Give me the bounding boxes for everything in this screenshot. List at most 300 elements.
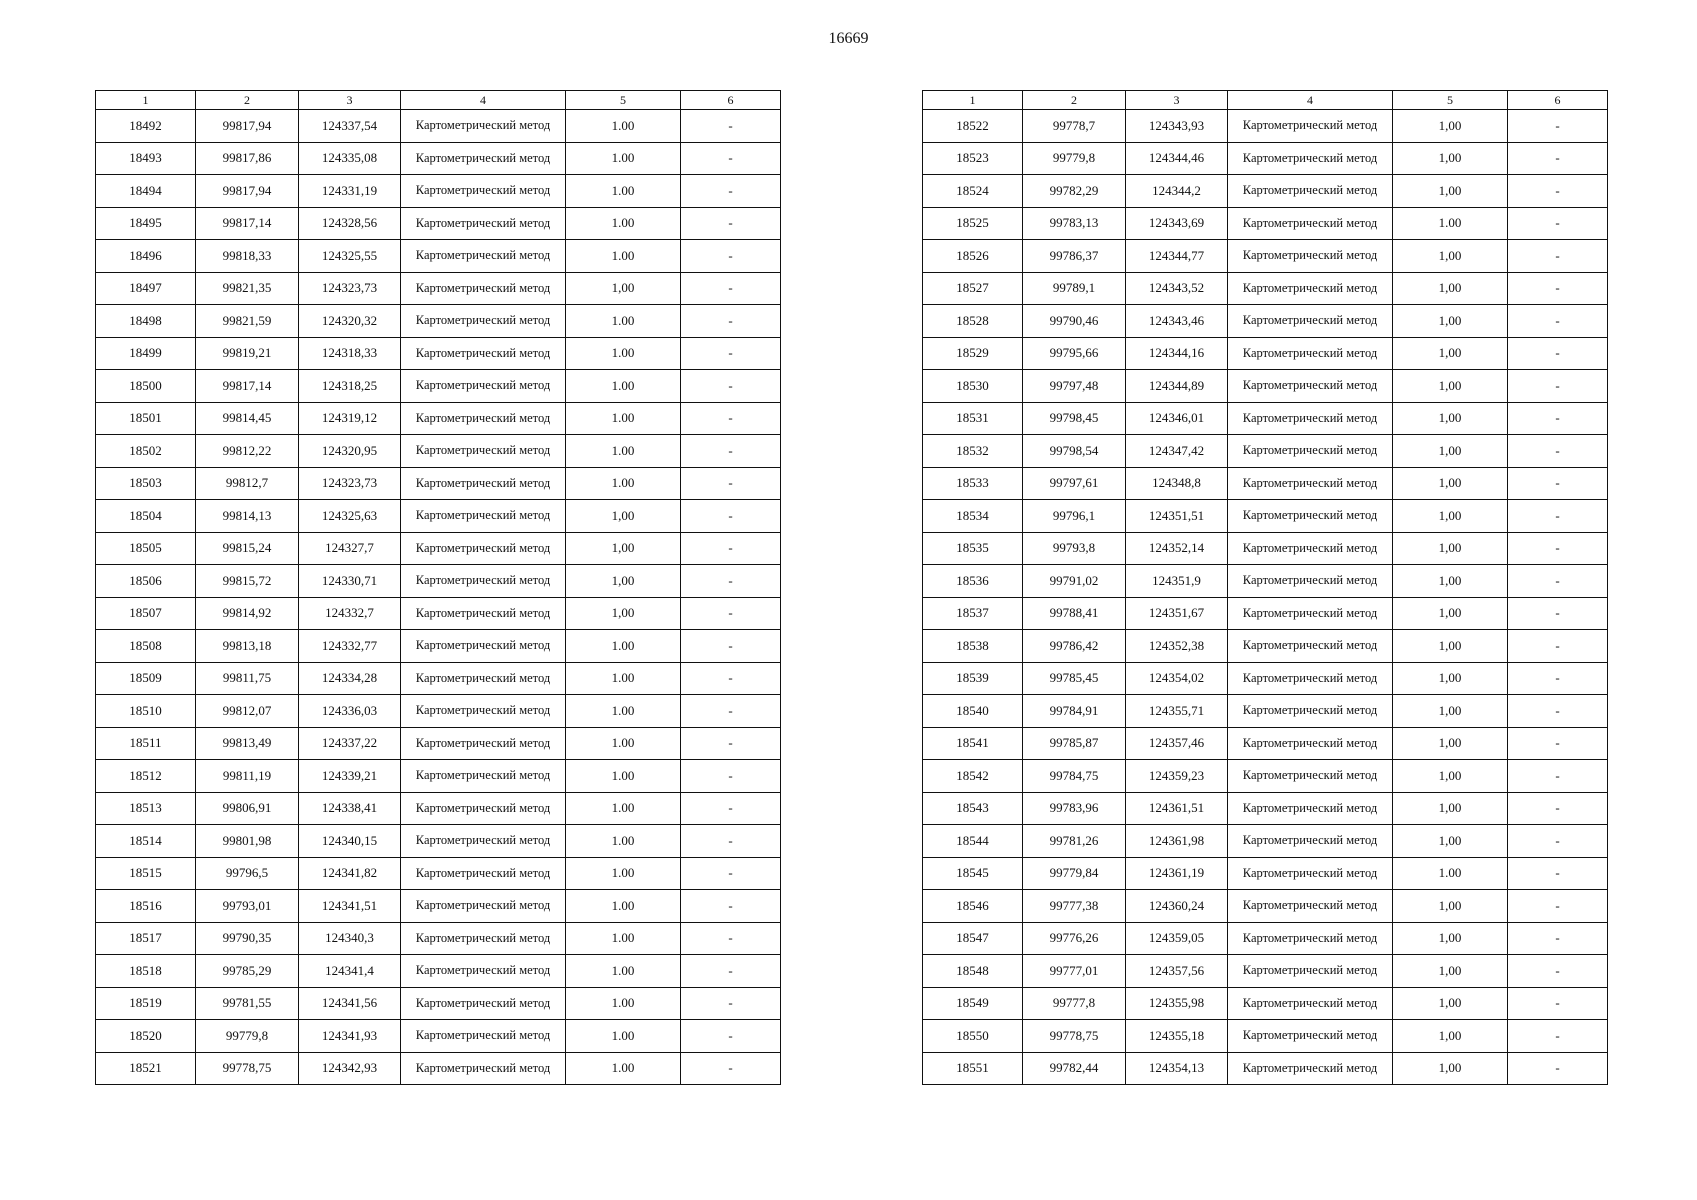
note-cell: - <box>1508 142 1608 175</box>
table-row <box>923 175 1608 208</box>
method-cell: Картометрический метод <box>1228 402 1393 435</box>
y-coordinate-cell: 124327,7 <box>299 532 401 565</box>
y-coordinate-cell: 124357,46 <box>1126 727 1228 760</box>
x-coordinate-cell: 99814,13 <box>196 500 299 533</box>
table-row <box>923 435 1608 468</box>
y-coordinate-cell: 124355,98 <box>1126 987 1228 1020</box>
y-coordinate-cell: 124351,51 <box>1126 500 1228 533</box>
table-row <box>923 695 1608 728</box>
method-cell: Картометрический метод <box>1228 467 1393 500</box>
y-coordinate-cell: 124354,02 <box>1126 662 1228 695</box>
x-coordinate-cell: 99815,24 <box>196 532 299 565</box>
point-number-cell: 18503 <box>96 467 196 500</box>
table-row <box>923 207 1608 240</box>
note-cell: - <box>681 1052 781 1085</box>
y-coordinate-cell: 124336,03 <box>299 695 401 728</box>
table-row <box>923 662 1608 695</box>
accuracy-cell: 1.00 <box>566 695 681 728</box>
accuracy-cell: 1,00 <box>566 597 681 630</box>
table-row <box>923 142 1608 175</box>
note-cell: - <box>681 142 781 175</box>
x-coordinate-cell: 99793,01 <box>196 890 299 923</box>
table-row <box>96 207 781 240</box>
note-cell: - <box>681 890 781 923</box>
note-cell: - <box>1508 565 1608 598</box>
y-coordinate-cell: 124351,9 <box>1126 565 1228 598</box>
note-cell: - <box>1508 922 1608 955</box>
point-number-cell: 18499 <box>96 337 196 370</box>
x-coordinate-cell: 99782,44 <box>1023 1052 1126 1085</box>
y-coordinate-cell: 124352,38 <box>1126 630 1228 663</box>
table-row <box>923 110 1608 143</box>
table-row <box>923 727 1608 760</box>
note-cell: - <box>681 467 781 500</box>
column-header: 2 <box>1023 91 1126 110</box>
point-number-cell: 18541 <box>923 727 1023 760</box>
point-number-cell: 18498 <box>96 305 196 338</box>
y-coordinate-cell: 124343,93 <box>1126 110 1228 143</box>
coordinates-table-right <box>922 90 1608 1085</box>
method-cell: Картометрический метод <box>401 175 566 208</box>
accuracy-cell: 1,00 <box>1393 272 1508 305</box>
accuracy-cell: 1,00 <box>1393 370 1508 403</box>
note-cell: - <box>681 792 781 825</box>
method-cell: Картометрический метод <box>401 825 566 858</box>
table-row <box>923 597 1608 630</box>
y-coordinate-cell: 124344,77 <box>1126 240 1228 273</box>
point-number-cell: 18494 <box>96 175 196 208</box>
header-row <box>923 91 1608 110</box>
method-cell: Картометрический метод <box>1228 662 1393 695</box>
y-coordinate-cell: 124361,98 <box>1126 825 1228 858</box>
point-number-cell: 18531 <box>923 402 1023 435</box>
page-number: 16669 <box>828 30 869 47</box>
accuracy-cell: 1,00 <box>1393 110 1508 143</box>
column-header: 5 <box>1393 91 1508 110</box>
note-cell: - <box>1508 662 1608 695</box>
note-cell: - <box>681 337 781 370</box>
y-coordinate-cell: 124325,55 <box>299 240 401 273</box>
point-number-cell: 18507 <box>96 597 196 630</box>
table-row <box>923 370 1608 403</box>
table-row <box>923 467 1608 500</box>
x-coordinate-cell: 99790,35 <box>196 922 299 955</box>
accuracy-cell: 1.00 <box>566 337 681 370</box>
table-row <box>96 987 781 1020</box>
accuracy-cell: 1.00 <box>566 142 681 175</box>
y-coordinate-cell: 124319,12 <box>299 402 401 435</box>
accuracy-cell: 1.00 <box>566 727 681 760</box>
y-coordinate-cell: 124361,19 <box>1126 857 1228 890</box>
point-number-cell: 18506 <box>96 565 196 598</box>
method-cell: Картометрический метод <box>1228 337 1393 370</box>
accuracy-cell: 1.00 <box>566 825 681 858</box>
x-coordinate-cell: 99801,98 <box>196 825 299 858</box>
note-cell: - <box>681 532 781 565</box>
column-header: 4 <box>1228 91 1393 110</box>
note-cell: - <box>1508 825 1608 858</box>
method-cell: Картометрический метод <box>1228 110 1393 143</box>
table-row <box>923 1052 1608 1085</box>
accuracy-cell: 1.00 <box>566 207 681 240</box>
table-row <box>923 337 1608 370</box>
x-coordinate-cell: 99785,29 <box>196 955 299 988</box>
point-number-cell: 18497 <box>96 272 196 305</box>
x-coordinate-cell: 99791,02 <box>1023 565 1126 598</box>
x-coordinate-cell: 99777,01 <box>1023 955 1126 988</box>
point-number-cell: 18495 <box>96 207 196 240</box>
accuracy-cell: 1,00 <box>1393 727 1508 760</box>
accuracy-cell: 1.00 <box>566 890 681 923</box>
accuracy-cell: 1,00 <box>1393 142 1508 175</box>
point-number-cell: 18548 <box>923 955 1023 988</box>
note-cell: - <box>1508 1052 1608 1085</box>
note-cell: - <box>1508 500 1608 533</box>
method-cell: Картометрический метод <box>401 402 566 435</box>
note-cell: - <box>1508 110 1608 143</box>
x-coordinate-cell: 99811,19 <box>196 760 299 793</box>
y-coordinate-cell: 124335,08 <box>299 142 401 175</box>
point-number-cell: 18514 <box>96 825 196 858</box>
note-cell: - <box>1508 792 1608 825</box>
note-cell: - <box>1508 175 1608 208</box>
method-cell: Картометрический метод <box>1228 890 1393 923</box>
x-coordinate-cell: 99813,49 <box>196 727 299 760</box>
x-coordinate-cell: 99812,22 <box>196 435 299 468</box>
y-coordinate-cell: 124337,22 <box>299 727 401 760</box>
note-cell: - <box>681 110 781 143</box>
point-number-cell: 18496 <box>96 240 196 273</box>
note-cell: - <box>1508 597 1608 630</box>
accuracy-cell: 1.00 <box>566 110 681 143</box>
x-coordinate-cell: 99784,75 <box>1023 760 1126 793</box>
x-coordinate-cell: 99811,75 <box>196 662 299 695</box>
note-cell: - <box>681 760 781 793</box>
accuracy-cell: 1,00 <box>1393 532 1508 565</box>
table-row <box>923 955 1608 988</box>
point-number-cell: 18544 <box>923 825 1023 858</box>
table-row <box>923 922 1608 955</box>
y-coordinate-cell: 124328,56 <box>299 207 401 240</box>
method-cell: Картометрический метод <box>401 792 566 825</box>
note-cell: - <box>1508 305 1608 338</box>
x-coordinate-cell: 99779,8 <box>196 1020 299 1053</box>
y-coordinate-cell: 124354,13 <box>1126 1052 1228 1085</box>
accuracy-cell: 1.00 <box>566 857 681 890</box>
point-number-cell: 18509 <box>96 662 196 695</box>
point-number-cell: 18545 <box>923 857 1023 890</box>
method-cell: Картометрический метод <box>1228 792 1393 825</box>
accuracy-cell: 1,00 <box>1393 955 1508 988</box>
point-number-cell: 18532 <box>923 435 1023 468</box>
method-cell: Картометрический метод <box>1228 370 1393 403</box>
accuracy-cell: 1,00 <box>1393 922 1508 955</box>
accuracy-cell: 1,00 <box>1393 825 1508 858</box>
note-cell: - <box>681 662 781 695</box>
method-cell: Картометрический метод <box>401 760 566 793</box>
column-header: 5 <box>566 91 681 110</box>
y-coordinate-cell: 124341,56 <box>299 987 401 1020</box>
x-coordinate-cell: 99798,45 <box>1023 402 1126 435</box>
y-coordinate-cell: 124320,32 <box>299 305 401 338</box>
table-row <box>923 305 1608 338</box>
column-header: 1 <box>923 91 1023 110</box>
x-coordinate-cell: 99797,61 <box>1023 467 1126 500</box>
y-coordinate-cell: 124347,42 <box>1126 435 1228 468</box>
table-row <box>923 792 1608 825</box>
method-cell: Картометрический метод <box>1228 825 1393 858</box>
accuracy-cell: 1,00 <box>1393 890 1508 923</box>
y-coordinate-cell: 124346,01 <box>1126 402 1228 435</box>
x-coordinate-cell: 99817,14 <box>196 207 299 240</box>
note-cell: - <box>681 1020 781 1053</box>
y-coordinate-cell: 124342,93 <box>299 1052 401 1085</box>
method-cell: Картометрический метод <box>401 1020 566 1053</box>
x-coordinate-cell: 99777,38 <box>1023 890 1126 923</box>
note-cell: - <box>1508 727 1608 760</box>
point-number-cell: 18534 <box>923 500 1023 533</box>
y-coordinate-cell: 124334,28 <box>299 662 401 695</box>
column-header: 3 <box>1126 91 1228 110</box>
y-coordinate-cell: 124341,93 <box>299 1020 401 1053</box>
note-cell: - <box>681 955 781 988</box>
method-cell: Картометрический метод <box>1228 630 1393 663</box>
point-number-cell: 18493 <box>96 142 196 175</box>
method-cell: Картометрический метод <box>1228 857 1393 890</box>
table-row <box>96 1020 781 1053</box>
point-number-cell: 18517 <box>96 922 196 955</box>
y-coordinate-cell: 124359,23 <box>1126 760 1228 793</box>
method-cell: Картометрический метод <box>1228 1052 1393 1085</box>
point-number-cell: 18505 <box>96 532 196 565</box>
y-coordinate-cell: 124323,73 <box>299 272 401 305</box>
point-number-cell: 18522 <box>923 110 1023 143</box>
x-coordinate-cell: 99798,54 <box>1023 435 1126 468</box>
point-number-cell: 18515 <box>96 857 196 890</box>
table-row <box>96 272 781 305</box>
accuracy-cell: 1,00 <box>566 500 681 533</box>
accuracy-cell: 1,00 <box>1393 240 1508 273</box>
x-coordinate-cell: 99783,13 <box>1023 207 1126 240</box>
accuracy-cell: 1,00 <box>1393 565 1508 598</box>
accuracy-cell: 1.00 <box>566 240 681 273</box>
point-number-cell: 18528 <box>923 305 1023 338</box>
note-cell: - <box>1508 760 1608 793</box>
note-cell: - <box>681 272 781 305</box>
accuracy-cell: 1.00 <box>566 402 681 435</box>
note-cell: - <box>681 207 781 240</box>
y-coordinate-cell: 124338,41 <box>299 792 401 825</box>
accuracy-cell: 1,00 <box>566 565 681 598</box>
note-cell: - <box>1508 857 1608 890</box>
point-number-cell: 18512 <box>96 760 196 793</box>
point-number-cell: 18518 <box>96 955 196 988</box>
accuracy-cell: 1,00 <box>1393 662 1508 695</box>
method-cell: Картометрический метод <box>401 142 566 175</box>
x-coordinate-cell: 99821,59 <box>196 305 299 338</box>
point-number-cell: 18523 <box>923 142 1023 175</box>
y-coordinate-cell: 124332,77 <box>299 630 401 663</box>
table-row <box>96 727 781 760</box>
x-coordinate-cell: 99819,21 <box>196 337 299 370</box>
table-row <box>923 1020 1608 1053</box>
method-cell: Картометрический метод <box>401 695 566 728</box>
coordinates-table-left <box>95 90 781 1085</box>
method-cell: Картометрический метод <box>1228 272 1393 305</box>
note-cell: - <box>681 402 781 435</box>
accuracy-cell: 1.00 <box>566 467 681 500</box>
y-coordinate-cell: 124355,18 <box>1126 1020 1228 1053</box>
point-number-cell: 18543 <box>923 792 1023 825</box>
x-coordinate-cell: 99783,96 <box>1023 792 1126 825</box>
point-number-cell: 18537 <box>923 597 1023 630</box>
table-row <box>96 565 781 598</box>
y-coordinate-cell: 124355,71 <box>1126 695 1228 728</box>
method-cell: Картометрический метод <box>1228 955 1393 988</box>
accuracy-cell: 1.00 <box>566 370 681 403</box>
accuracy-cell: 1,00 <box>1393 1020 1508 1053</box>
y-coordinate-cell: 124323,73 <box>299 467 401 500</box>
table-row <box>96 240 781 273</box>
accuracy-cell: 1,00 <box>1393 987 1508 1020</box>
method-cell: Картометрический метод <box>401 467 566 500</box>
x-coordinate-cell: 99795,66 <box>1023 337 1126 370</box>
table-row <box>923 402 1608 435</box>
note-cell: - <box>681 987 781 1020</box>
point-number-cell: 18504 <box>96 500 196 533</box>
table-row <box>96 760 781 793</box>
note-cell: - <box>1508 207 1608 240</box>
accuracy-cell: 1.00 <box>566 760 681 793</box>
header-row <box>96 91 781 110</box>
column-header: 2 <box>196 91 299 110</box>
point-number-cell: 18538 <box>923 630 1023 663</box>
method-cell: Картометрический метод <box>401 1052 566 1085</box>
method-cell: Картометрический метод <box>401 305 566 338</box>
x-coordinate-cell: 99776,26 <box>1023 922 1126 955</box>
y-coordinate-cell: 124330,71 <box>299 565 401 598</box>
method-cell: Картометрический метод <box>401 240 566 273</box>
accuracy-cell: 1,00 <box>1393 402 1508 435</box>
column-header: 6 <box>1508 91 1608 110</box>
accuracy-cell: 1,00 <box>1393 467 1508 500</box>
method-cell: Картометрический метод <box>1228 695 1393 728</box>
table-row <box>96 305 781 338</box>
y-coordinate-cell: 124343,69 <box>1126 207 1228 240</box>
accuracy-cell: 1.00 <box>566 1020 681 1053</box>
point-number-cell: 18521 <box>96 1052 196 1085</box>
note-cell: - <box>1508 402 1608 435</box>
y-coordinate-cell: 124340,15 <box>299 825 401 858</box>
x-coordinate-cell: 99812,7 <box>196 467 299 500</box>
accuracy-cell: 1,00 <box>566 272 681 305</box>
accuracy-cell: 1.00 <box>566 662 681 695</box>
point-number-cell: 18527 <box>923 272 1023 305</box>
y-coordinate-cell: 124318,33 <box>299 337 401 370</box>
accuracy-cell: 1,00 <box>1393 175 1508 208</box>
point-number-cell: 18547 <box>923 922 1023 955</box>
x-coordinate-cell: 99778,7 <box>1023 110 1126 143</box>
method-cell: Картометрический метод <box>1228 305 1393 338</box>
point-number-cell: 18520 <box>96 1020 196 1053</box>
note-cell: - <box>681 695 781 728</box>
x-coordinate-cell: 99779,84 <box>1023 857 1126 890</box>
x-coordinate-cell: 99812,07 <box>196 695 299 728</box>
note-cell: - <box>1508 630 1608 663</box>
column-header: 4 <box>401 91 566 110</box>
point-number-cell: 18510 <box>96 695 196 728</box>
point-number-cell: 18551 <box>923 1052 1023 1085</box>
y-coordinate-cell: 124344,46 <box>1126 142 1228 175</box>
point-number-cell: 18539 <box>923 662 1023 695</box>
table-row <box>96 532 781 565</box>
column-header: 3 <box>299 91 401 110</box>
table-row <box>96 825 781 858</box>
y-coordinate-cell: 124361,51 <box>1126 792 1228 825</box>
point-number-cell: 18550 <box>923 1020 1023 1053</box>
point-number-cell: 18529 <box>923 337 1023 370</box>
y-coordinate-cell: 124341,51 <box>299 890 401 923</box>
table-body-right <box>923 110 1608 1085</box>
method-cell: Картометрический метод <box>401 207 566 240</box>
accuracy-cell: 1,00 <box>1393 597 1508 630</box>
note-cell: - <box>1508 467 1608 500</box>
note-cell: - <box>681 922 781 955</box>
accuracy-cell: 1.00 <box>566 305 681 338</box>
x-coordinate-cell: 99781,26 <box>1023 825 1126 858</box>
method-cell: Картометрический метод <box>401 337 566 370</box>
table-row <box>96 857 781 890</box>
x-coordinate-cell: 99784,91 <box>1023 695 1126 728</box>
y-coordinate-cell: 124351,67 <box>1126 597 1228 630</box>
x-coordinate-cell: 99817,94 <box>196 110 299 143</box>
note-cell: - <box>1508 890 1608 923</box>
note-cell: - <box>1508 370 1608 403</box>
note-cell: - <box>681 630 781 663</box>
table-row <box>96 467 781 500</box>
x-coordinate-cell: 99785,87 <box>1023 727 1126 760</box>
table-row <box>96 175 781 208</box>
method-cell: Картометрический метод <box>1228 760 1393 793</box>
method-cell: Картометрический метод <box>1228 597 1393 630</box>
point-number-cell: 18500 <box>96 370 196 403</box>
method-cell: Картометрический метод <box>401 727 566 760</box>
x-coordinate-cell: 99788,41 <box>1023 597 1126 630</box>
y-coordinate-cell: 124331,19 <box>299 175 401 208</box>
method-cell: Картометрический метод <box>401 922 566 955</box>
note-cell: - <box>1508 1020 1608 1053</box>
accuracy-cell: 1.00 <box>566 435 681 468</box>
y-coordinate-cell: 124344,16 <box>1126 337 1228 370</box>
table-row <box>96 402 781 435</box>
method-cell: Картометрический метод <box>1228 240 1393 273</box>
note-cell: - <box>681 565 781 598</box>
note-cell: - <box>681 435 781 468</box>
accuracy-cell: 1.00 <box>566 792 681 825</box>
method-cell: Картометрический метод <box>401 565 566 598</box>
accuracy-cell: 1.00 <box>1393 207 1508 240</box>
table-row <box>923 532 1608 565</box>
table-row <box>96 630 781 663</box>
note-cell: - <box>681 305 781 338</box>
table-row <box>96 695 781 728</box>
y-coordinate-cell: 124340,3 <box>299 922 401 955</box>
method-cell: Картометрический метод <box>401 987 566 1020</box>
x-coordinate-cell: 99790,46 <box>1023 305 1126 338</box>
note-cell: - <box>681 500 781 533</box>
table-body-left <box>96 110 781 1085</box>
x-coordinate-cell: 99785,45 <box>1023 662 1126 695</box>
